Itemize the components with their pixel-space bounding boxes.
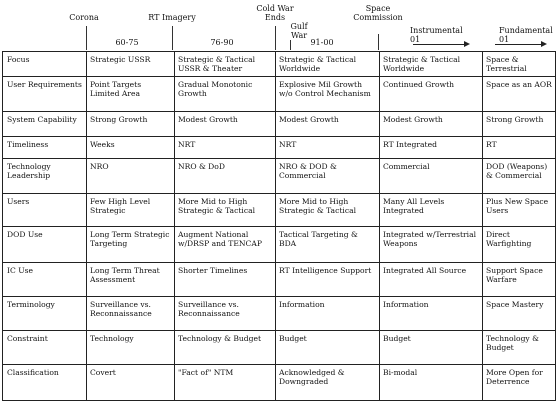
table-row [3, 159, 556, 194]
table-cell: "Fact of" NTM [175, 365, 276, 401]
table-cell: Commercial [380, 159, 483, 194]
table-cell: Modest Growth [276, 112, 380, 137]
table-cell: RT [483, 137, 556, 159]
table-cell: Gradual Monotonic Growth [175, 77, 276, 112]
table-cell: Covert [87, 365, 175, 401]
table-cell: Long Term Strategic Targeting [87, 227, 175, 263]
row-header: Focus [3, 52, 87, 77]
table-cell: NRT [175, 137, 276, 159]
table-cell: Modest Growth [380, 112, 483, 137]
row-header: Users [3, 194, 87, 227]
table-cell: Surveillance vs. Reconnaissance [87, 297, 175, 331]
table-cell: More Mid to High Strategic & Tactical [276, 194, 380, 227]
table-cell: Strong Growth [87, 112, 175, 137]
table-row [3, 263, 556, 297]
row-header: User Requirements [3, 77, 87, 112]
table-cell: Technology [87, 331, 175, 365]
table-cell: Plus New Space Users [483, 194, 556, 227]
instrumental-arrow-head [464, 41, 470, 47]
period-1: 60-75 [115, 38, 139, 47]
tick-gulf-war [290, 40, 291, 50]
table-cell: RT Intelligence Support [276, 263, 380, 297]
table-cell: Many All Levels Integrated [380, 194, 483, 227]
row-header: IC Use [3, 263, 87, 297]
table-cell: Continued Growth [380, 77, 483, 112]
table-row [3, 77, 556, 112]
table-cell: Strategic USSR [87, 52, 175, 77]
table-cell: More Open for Deterrence [483, 365, 556, 401]
table-cell: RT Integrated [380, 137, 483, 159]
table-cell: Strong Growth [483, 112, 556, 137]
table-cell: Support Space Warfare [483, 263, 556, 297]
table-cell: Direct Warfighting [483, 227, 556, 263]
table-cell: Information [380, 297, 483, 331]
table-cell: NRO & DOD & Commercial [276, 159, 380, 194]
era-cold-war: Cold War Ends [256, 4, 294, 22]
fundamental-arrow-line [495, 44, 541, 45]
row-header: Terminology [3, 297, 87, 331]
row-header: System Capability [3, 112, 87, 137]
table-cell: NRO [87, 159, 175, 194]
table-cell: Budget [380, 331, 483, 365]
row-header: Constraint [3, 331, 87, 365]
table-cell: Shorter Timelines [175, 263, 276, 297]
tick-cold-war [275, 26, 276, 50]
period-2: 76-90 [210, 38, 234, 47]
table-cell: DOD (Weapons) & Commercial [483, 159, 556, 194]
table-cell: Budget [276, 331, 380, 365]
row-header: Classification [3, 365, 87, 401]
table-cell: Strategic & Tactical Worldwide [276, 52, 380, 77]
table-cell: Technology & Budget [483, 331, 556, 365]
table-cell: Weeks [87, 137, 175, 159]
table-row [3, 137, 556, 159]
table-row [3, 365, 556, 401]
table-row [3, 331, 556, 365]
table-cell: Space as an AOR [483, 77, 556, 112]
table-cell: Explosive Mil Growth w/o Control Mechanism [276, 77, 380, 112]
row-header: DOD Use [3, 227, 87, 263]
era-space-commission: Space Commission [353, 4, 403, 22]
timeline-header [0, 0, 560, 54]
comparison-table [2, 51, 556, 401]
row-header: Technology Leadership [3, 159, 87, 194]
fundamental-arrow-head [541, 41, 547, 47]
tick-corona [86, 26, 87, 50]
table-cell: Integrated All Source [380, 263, 483, 297]
era-rt-imagery: RT Imagery [148, 13, 196, 22]
period-3: 91-00 [310, 38, 334, 47]
period-5: Fundamental 01 [499, 26, 553, 44]
table-cell: Surveillance vs. Reconnaissance [175, 297, 276, 331]
comparison-table-body [3, 52, 556, 401]
table-cell: More Mid to High Strategic & Tactical [175, 194, 276, 227]
table-cell: Long Term Threat Assessment [87, 263, 175, 297]
table-cell: Information [276, 297, 380, 331]
table-cell: NRT [276, 137, 380, 159]
era-gulf-war: Gulf War [290, 22, 308, 40]
table-row [3, 297, 556, 331]
table-cell: Space Mastery [483, 297, 556, 331]
table-row [3, 52, 556, 77]
table-cell: Space & Terrestrial [483, 52, 556, 77]
period-4: Instrumental 01 [410, 26, 463, 44]
row-header: Timeliness [3, 137, 87, 159]
table-cell: Modest Growth [175, 112, 276, 137]
tick-rt-imagery [172, 26, 173, 50]
table-cell: Strategic & Tactical USSR & Theater [175, 52, 276, 77]
table-cell: Integrated w/Terrestrial Weapons [380, 227, 483, 263]
table-cell: Acknowledged & Downgraded [276, 365, 380, 401]
instrumental-arrow-line [413, 44, 464, 45]
table-row [3, 112, 556, 137]
table-cell: Point Targets Limited Area [87, 77, 175, 112]
table-cell: Few High Level Strategic [87, 194, 175, 227]
table-row [3, 194, 556, 227]
table-cell: Strategic & Tactical Worldwide [380, 52, 483, 77]
table-cell: Tactical Targeting & BDA [276, 227, 380, 263]
tick-space-commission [378, 34, 379, 50]
table-cell: Bi-modal [380, 365, 483, 401]
table-row [3, 227, 556, 263]
table-cell: Technology & Budget [175, 331, 276, 365]
table-cell: Augment National w/DRSP and TENCAP [175, 227, 276, 263]
table-cell: NRO & DoD [175, 159, 276, 194]
era-corona: Corona [69, 13, 99, 22]
